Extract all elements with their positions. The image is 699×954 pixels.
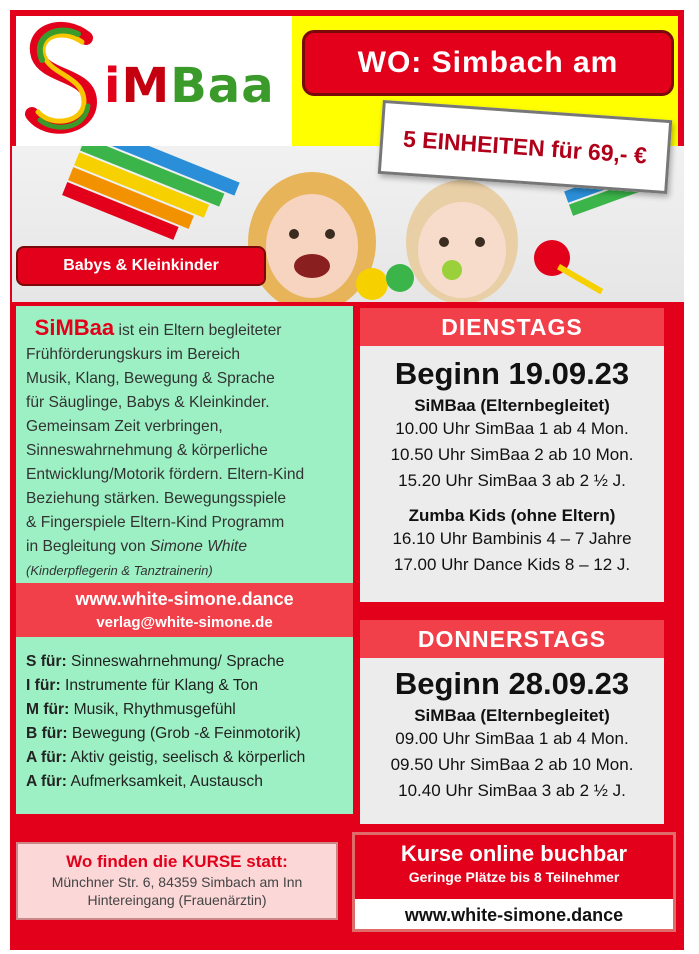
acronym-text: Instrumente für Klang & Ton	[60, 677, 258, 694]
tuesday-row: 15.20 Uhr SimBaa 3 ab 2 ½ J.	[398, 471, 626, 490]
contact-website-link[interactable]: www.white-simone.dance	[75, 589, 294, 609]
acronym-list	[26, 650, 356, 794]
thursday-begin: Beginn 28.09.23	[394, 666, 630, 701]
location-box	[16, 842, 338, 920]
target-group-label: Babys & Kleinkinder	[16, 246, 266, 286]
booking-title: Kurse online buchbar	[400, 841, 628, 866]
contact-band	[16, 583, 353, 637]
acronym-item	[26, 698, 356, 722]
logo	[16, 16, 292, 146]
intro-line-0	[26, 316, 348, 343]
tuesday-row: 10.00 Uhr SimBaa 1 ab 4 Mon.	[395, 419, 629, 438]
thursday-row: 09.50 Uhr SimBaa 2 ab 10 Mon.	[390, 755, 634, 774]
acronym-item	[26, 770, 356, 794]
intro-line-3: für Säuglinge, Babys & Kleinkinder.	[26, 394, 270, 411]
acronym-text: Aktiv geistig, seelisch & körperlich	[67, 749, 306, 766]
thursday-heading: DONNERSTAGS	[360, 620, 664, 658]
intro-line-2: Musik, Klang, Bewegung & Sprache	[26, 370, 275, 387]
acronym-key: M für:	[26, 701, 70, 718]
acronym-key: B für:	[26, 725, 68, 742]
tuesday-schedule	[360, 308, 664, 602]
thursday-row: 10.40 Uhr SimBaa 3 ab 2 ½ J.	[398, 781, 626, 800]
location-address: Münchner Str. 6, 84359 Simbach am Inn	[51, 874, 303, 890]
thursday-row: 09.00 Uhr SimBaa 1 ab 4 Mon.	[395, 729, 629, 748]
thursday-group1-title: SiMBaa (Elternbegleitet)	[414, 706, 610, 725]
tuesday-row: 10.50 Uhr SimBaa 2 ab 10 Mon.	[390, 445, 634, 464]
intro-text	[26, 316, 348, 583]
intro-line-6: Entwicklung/Motorik fördern. Eltern-Kind	[26, 466, 305, 483]
booking-subtitle: Geringe Plätze bis 8 Teilnehmer	[408, 869, 620, 885]
acronym-text: Bewegung (Grob -& Feinmotorik)	[67, 725, 301, 742]
tuesday-group1-title: SiMBaa (Elternbegleitet)	[414, 396, 610, 415]
acronym-item	[26, 674, 356, 698]
booking-box	[352, 832, 676, 932]
booking-website-link[interactable]: www.white-simone.dance	[404, 905, 624, 925]
intro-guide-role: (Kinderpflegerin & Tanztrainerin)	[26, 563, 213, 578]
acronym-item	[26, 746, 356, 770]
acronym-item	[26, 650, 356, 674]
intro-line-1: Frühförderungskurs im Bereich	[26, 346, 241, 363]
logo-wordmark: iMBaa	[104, 58, 275, 114]
logo-s-swirl-icon	[24, 20, 104, 138]
acronym-key: I für:	[26, 677, 61, 694]
intro-line-4: Gemeinsam Zeit verbringen,	[26, 418, 223, 435]
intro-guide-line	[26, 535, 348, 559]
acronym-key: A für:	[26, 749, 67, 766]
intro-line-7: Beziehung stärken. Bewegungsspiele	[26, 490, 287, 507]
tuesday-heading: DIENSTAGS	[360, 308, 664, 346]
acronym-text: Aufmerksamkeit, Austausch	[67, 773, 263, 790]
intro-guide-prefix: in Begleitung von	[26, 538, 150, 555]
location-header: WO: Simbach am	[302, 30, 674, 96]
acronym-key: A für:	[26, 773, 67, 790]
tuesday-begin: Beginn 19.09.23	[394, 356, 630, 391]
location-entrance: Hintereingang (Frauenärztin)	[87, 892, 267, 908]
intro-line-5: Sinneswahrnehmung & körperliche	[26, 442, 268, 459]
booking-banner	[355, 835, 673, 899]
tuesday-group2-title: Zumba Kids (ohne Eltern)	[408, 506, 616, 525]
location-title: Wo finden die KURSE statt:	[66, 852, 288, 871]
intro-brand: SiMBaa	[34, 315, 115, 340]
acronym-key: S für:	[26, 653, 67, 670]
tuesday-row: 17.00 Uhr Dance Kids 8 – 12 J.	[393, 555, 631, 574]
acronym-text: Sinneswahrnehmung/ Sprache	[66, 653, 285, 670]
intro-line-0-text: ist ein Eltern begleiteter	[114, 322, 282, 339]
tuesday-row: 16.10 Uhr Bambinis 4 – 7 Jahre	[392, 529, 632, 548]
acronym-item	[26, 722, 356, 746]
contact-email-link[interactable]: verlag@white-simone.de	[96, 614, 273, 631]
acronym-text: Musik, Rhythmusgefühl	[69, 701, 236, 718]
price-badge: 5 EINHEITEN für 69,- €	[378, 100, 672, 194]
intro-line-8: & Fingerspiele Eltern-Kind Programm	[26, 514, 285, 531]
thursday-schedule	[360, 620, 664, 824]
intro-guide-name: Simone White	[149, 538, 248, 555]
